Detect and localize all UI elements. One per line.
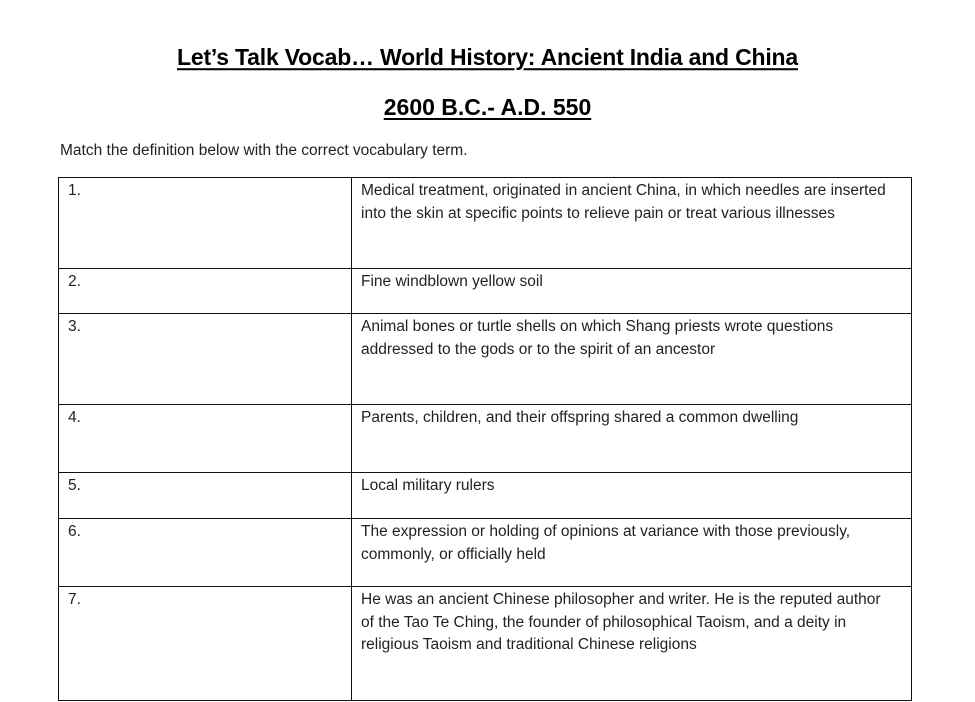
table-row (59, 519, 912, 587)
table-row (59, 314, 912, 405)
definition-cell: Parents, children, and their offspring shared a common dwelling (352, 405, 912, 473)
row-number: 7. (68, 591, 81, 608)
row-number: 5. (68, 477, 81, 494)
term-cell[interactable] (59, 178, 352, 269)
table-row (59, 473, 912, 519)
term-cell[interactable] (59, 314, 352, 405)
definition-cell: Local military rulers (352, 473, 912, 519)
vocab-matching-table (58, 177, 912, 701)
answer-field[interactable] (85, 521, 325, 541)
definition-cell: Animal bones or turtle shells on which Shang priests wrote questions addressed to the gods or to the spirit of an ancestor (352, 314, 912, 405)
date-range-subtitle: 2600 B.C.- A.D. 550 (383, 94, 592, 120)
term-cell[interactable] (59, 519, 352, 587)
row-number: 4. (68, 409, 81, 426)
table-row (59, 405, 912, 473)
definition-cell: Fine windblown yellow soil (352, 269, 912, 314)
term-cell[interactable] (59, 473, 352, 519)
page-title: Let’s Talk Vocab… World History: Ancient India and China (177, 43, 798, 71)
term-cell[interactable] (59, 587, 352, 701)
answer-field[interactable] (85, 180, 325, 200)
row-number: 3. (68, 318, 81, 335)
row-number: 2. (68, 273, 81, 290)
table-row (59, 269, 912, 314)
answer-field[interactable] (85, 407, 325, 427)
definition-cell: He was an ancient Chinese philosopher and writer. He is the reputed author of the Tao Te Ching, the founder of philosophical Taoism, and a deity in religious Taoism and traditional Chinese religions (352, 587, 912, 701)
table-row (59, 178, 912, 269)
term-cell[interactable] (59, 269, 352, 314)
instructions-text: Match the definition below with the correct vocabulary term. (60, 142, 468, 159)
definition-cell: The expression or holding of opinions at variance with those previously, commonly, or officially held (352, 519, 912, 587)
term-cell[interactable] (59, 405, 352, 473)
answer-field[interactable] (85, 316, 325, 336)
row-number: 1. (68, 182, 81, 199)
row-number: 6. (68, 523, 81, 540)
answer-field[interactable] (85, 589, 325, 609)
definition-cell: Medical treatment, originated in ancient China, in which needles are inserted into the skin at specific points to relieve pain or treat various illnesses (352, 178, 912, 269)
table-row (59, 587, 912, 701)
answer-field[interactable] (85, 475, 325, 495)
answer-field[interactable] (85, 271, 325, 291)
